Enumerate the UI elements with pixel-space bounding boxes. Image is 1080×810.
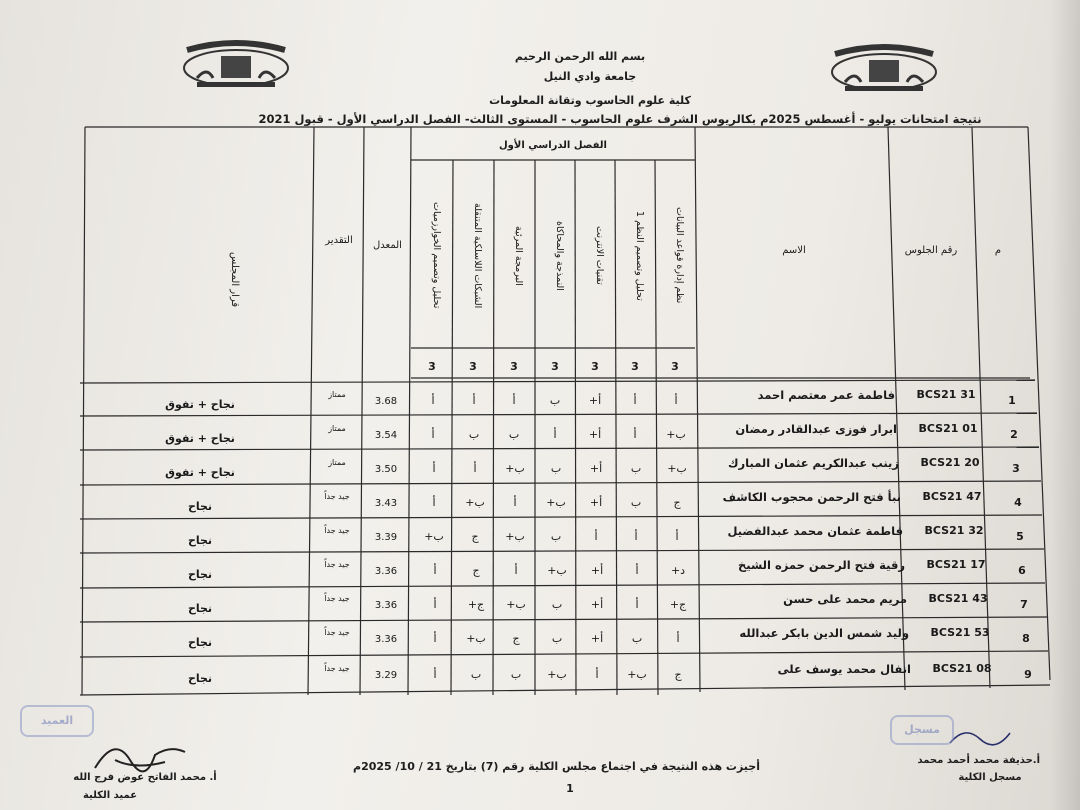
course-header: نظم إدارة قواعد البيانات [674, 207, 685, 304]
faculty-name: كلية علوم الحاسوب وتقانة المعلومات [489, 94, 691, 107]
council-decision: نجاح [187, 534, 213, 547]
results-title: نتيجة امتحانات يوليو - أغسطس 2025م بكالريوس الشرف علوم الحاسوب - المستوى الثالث- الفصل الدراسي الأول - قبول 2021 [258, 112, 982, 126]
gpa-value: 3.68 [374, 396, 398, 407]
grade-cell: ب [550, 530, 562, 543]
grade-cell: أ [432, 462, 436, 475]
grade-cell: أ [674, 394, 678, 407]
grade-cell: ب+ [506, 598, 526, 611]
credit-hours: 3 [631, 360, 639, 373]
seat-number: BCS21 08 [932, 662, 992, 675]
university-name: جامعة وادي النيل [543, 70, 637, 83]
grade-cell: ب [550, 462, 562, 475]
grade-cell: ب [631, 632, 643, 645]
credit-hours: 3 [671, 360, 679, 373]
council-decision: نجاح [187, 672, 213, 685]
gpa-value: 3.36 [374, 600, 398, 611]
col-header-decision: قرار المجلس [229, 252, 240, 308]
grade-cell: أ+ [590, 598, 604, 611]
estimate-value: جيد جداً [324, 628, 350, 637]
grade-cell: ب [510, 668, 522, 681]
grade-cell: ب [508, 428, 520, 441]
grade-cell: ب [551, 598, 563, 611]
seat-number: BCS21 31 [916, 388, 976, 401]
grade-cell: ج [471, 530, 479, 543]
col-header-name: الاسم [782, 245, 806, 256]
course-header: تحليل وتصميم النظم 1 [634, 210, 645, 301]
registrar-stamp: مسجل [890, 715, 954, 745]
grade-cell: أ [633, 428, 637, 441]
grade-cell: ب [468, 428, 480, 441]
dean-stamp: العميد [20, 705, 94, 737]
estimate-value: ممتاز [328, 390, 346, 399]
grade-cell: أ+ [588, 428, 602, 441]
grade-cell: د+ [670, 564, 686, 577]
grade-cell: أ [676, 632, 680, 645]
row-number: 8 [1022, 632, 1030, 645]
row-number: 3 [1012, 462, 1020, 475]
grade-cell: أ [635, 564, 639, 577]
council-decision: نجاح + تفوق [165, 398, 235, 411]
grade-cell: ج [512, 632, 520, 645]
gpa-value: 3.50 [374, 464, 398, 475]
grade-cell: ب+ [667, 462, 687, 475]
dean-name: أ. محمد الفاتح عوض فرج الله [73, 772, 217, 783]
seat-number: BCS21 17 [926, 558, 986, 571]
student-name: انفال محمد يوسف على [777, 662, 911, 676]
seat-number: BCS21 43 [928, 592, 988, 605]
grade-cell: أ [433, 668, 437, 681]
grade-cell: ب+ [546, 496, 566, 509]
grade-cell: أ+ [589, 496, 603, 509]
basmala: بسم الله الرحمن الرحيم [514, 50, 646, 63]
row-number: 9 [1024, 668, 1032, 681]
grade-cell: أ+ [590, 564, 604, 577]
grade-cell: أ+ [588, 394, 602, 407]
grade-cell: ب [549, 394, 561, 407]
grade-cell: ب+ [627, 668, 647, 681]
grade-cell: ب [630, 462, 642, 475]
credit-hours: 3 [469, 360, 477, 373]
grade-cell: أ [635, 598, 639, 611]
student-name: زينب عبدالكريم عثمان المبارك [728, 456, 899, 470]
grade-cell: أ [675, 530, 679, 543]
gpa-value: 3.39 [374, 532, 398, 543]
grade-cell: ج [673, 496, 681, 509]
col-header-seat: رقم الجلوس [904, 245, 958, 256]
row-number: 2 [1010, 428, 1018, 441]
dean-signature [85, 730, 195, 780]
student-name: ابرار فوزى عبدالقادر رمضان [735, 422, 897, 436]
course-header: تحليل وتصميم الخوارزميات [431, 202, 442, 309]
grade-cell: ب+ [666, 428, 686, 441]
row-number: 1 [1008, 394, 1016, 407]
grade-cell: ب+ [505, 462, 525, 475]
approval-statement: أجيزت هذه النتيجة في اجتماع مجلس الكلية رقم (7) بتاريخ 21 / 10/ 2025م [353, 760, 760, 773]
grade-cell: أ+ [590, 632, 604, 645]
grade-cell: ب+ [505, 530, 525, 543]
gpa-value: 3.43 [374, 498, 398, 509]
row-number: 6 [1018, 564, 1026, 577]
grade-cell: ج [674, 668, 682, 681]
page-number: 1 [566, 782, 574, 795]
course-header: الشبكات اللاسلكية المتنقلة [472, 202, 483, 309]
estimate-value: جيد جداً [324, 526, 350, 535]
seat-number: BCS21 53 [930, 626, 990, 639]
col-header-m: م [994, 245, 1002, 256]
grade-cell: ب+ [466, 632, 486, 645]
credit-hours: 3 [510, 360, 518, 373]
col-header-gpa: المعدل [373, 240, 402, 251]
row-number: 4 [1014, 496, 1022, 509]
estimate-value: ممتاز [328, 424, 346, 433]
council-decision: نجاح + تفوق [165, 466, 235, 479]
grade-cell: أ [473, 462, 477, 475]
grade-cell: أ [514, 564, 518, 577]
council-decision: نجاح [187, 568, 213, 581]
student-name: مريم محمد على حسن [783, 592, 907, 606]
estimate-value: جيد جداً [324, 492, 350, 501]
grade-cell: ب [470, 668, 482, 681]
gpa-value: 3.54 [374, 430, 398, 441]
seat-number: BCS21 01 [918, 422, 978, 435]
estimate-value: جيد جداً [324, 664, 350, 673]
council-decision: نجاح [187, 500, 213, 513]
grade-cell: أ [513, 496, 517, 509]
course-header: النمذجة والمحاكاة [554, 220, 565, 291]
grade-cell: ج [472, 564, 480, 577]
course-header: البرمجة المرئية [513, 225, 524, 286]
council-decision: نجاح [187, 636, 213, 649]
credit-hours: 3 [551, 360, 559, 373]
grade-cell: أ [432, 496, 436, 509]
grade-cell: أ [633, 394, 637, 407]
grade-cell: ج+ [669, 598, 687, 611]
estimate-value: جيد جداً [324, 594, 350, 603]
gpa-value: 3.29 [374, 670, 398, 681]
student-name: رقية فتح الرحمن حمزه الشيخ [738, 558, 905, 572]
grade-cell: أ [512, 394, 516, 407]
seat-number: BCS21 47 [922, 490, 982, 503]
estimate-value: ممتاز [328, 458, 346, 467]
grade-cell: أ [594, 530, 598, 543]
grade-cell: أ [433, 598, 437, 611]
student-name: وليد شمس الدين بابكر عبدالله [739, 626, 909, 640]
dean-title: عميد الكلية [82, 790, 138, 801]
row-number: 7 [1020, 598, 1028, 611]
grade-cell: ب+ [424, 530, 444, 543]
course-header: تقنيات الانترنت [594, 226, 605, 285]
student-name: فاطمة عمر معتصم احمد [757, 388, 895, 402]
row-number: 5 [1016, 530, 1024, 543]
grade-cell: ب+ [465, 496, 485, 509]
council-decision: نجاح [187, 602, 213, 615]
grade-cell: أ [431, 428, 435, 441]
grade-cell: أ+ [589, 462, 603, 475]
grade-cell: ب [551, 632, 563, 645]
grade-cell: أ [433, 632, 437, 645]
registrar-title: مسجل الكلية [958, 772, 1022, 783]
grade-cell: أ [472, 394, 476, 407]
grade-cell: ب+ [547, 564, 567, 577]
seat-number: BCS21 32 [924, 524, 984, 537]
gpa-value: 3.36 [374, 566, 398, 577]
grade-cell: أ [431, 394, 435, 407]
council-decision: نجاح + تفوق [165, 432, 235, 445]
col-header-estimate: التقدير [325, 235, 353, 246]
grade-cell: أ [553, 428, 557, 441]
gpa-value: 3.36 [374, 634, 398, 645]
student-name: فاطمة عثمان محمد عبدالفضيل [727, 524, 903, 538]
col-header-semester: الفصل الدراسي الأول [499, 140, 607, 151]
grade-cell: ب [630, 496, 642, 509]
seat-number: BCS21 20 [920, 456, 980, 469]
grade-cell: أ [595, 668, 599, 681]
grade-cell: أ [634, 530, 638, 543]
student-name: نبأ فتح الرحمن محجوب الكاشف [722, 490, 901, 504]
registrar-name: أ.حذيفة محمد أحمد محمد [917, 755, 1040, 766]
registrar-signature [945, 715, 1025, 755]
grade-cell: ج+ [467, 598, 485, 611]
estimate-value: جيد جداً [324, 560, 350, 569]
credit-hours: 3 [428, 360, 436, 373]
grade-cell: أ [433, 564, 437, 577]
credit-hours: 3 [591, 360, 599, 373]
grade-cell: ب+ [547, 668, 567, 681]
